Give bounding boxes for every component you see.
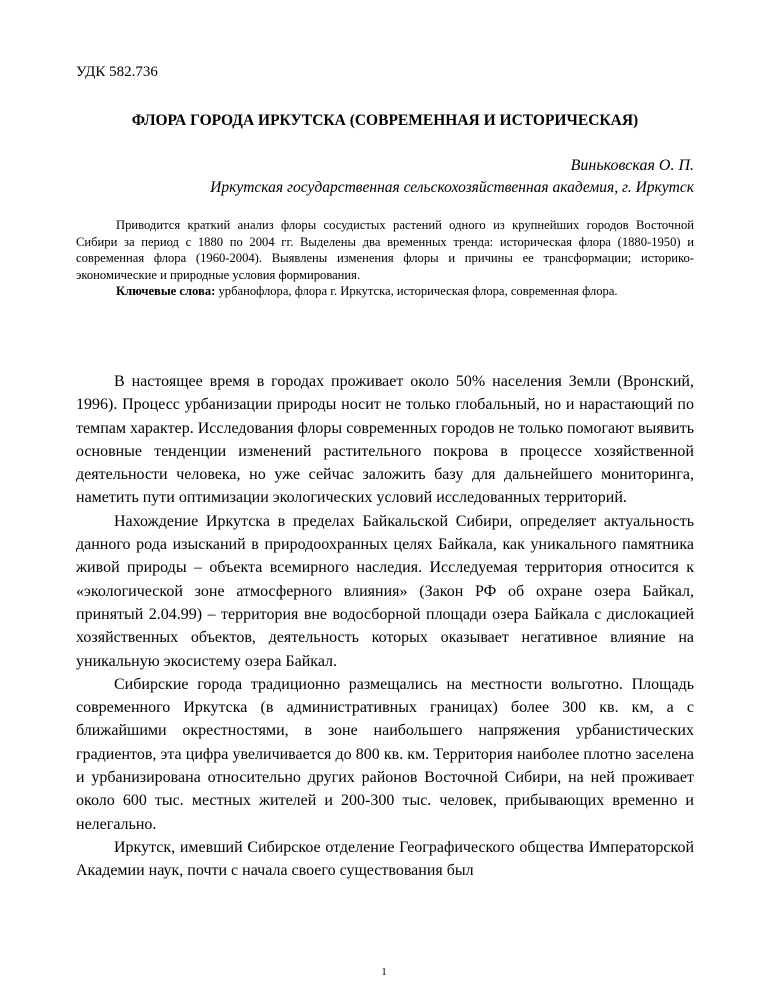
author-name: Виньковская О. П. [570,157,694,174]
abstract [76,217,694,300]
body-paragraph-1: В настоящее время в городах проживает около 50% населения Земли (Вронский, 1996). Процесс урбанизации природы носит не только глобальный, но и нарастающий по темпам характер. Исследования флоры современных городов не только помогают выявить основные тенденции изменений растительного покрова в процессе хозяйственной деятельности человека, но уже сейчас заложить базу для дальнейшего мониторинга, наметить пути оптимизации экологических условий исследованных территорий. [76,373,694,507]
body-paragraph-4: Иркутск, имевший Сибирское отделение Географического общества Императорской Академии наук, почти с начала своего существования был [76,838,694,880]
keywords-list: урбанофлора, флора г. Иркутска, историческая флора, современная флора. [215,284,618,299]
keywords-line [76,283,694,300]
page-number: 1 [381,966,387,978]
keywords-label: Ключевые слова: [116,284,216,299]
author-affiliation: Иркутская государственная сельскохозяйственная академия, г. Иркутск [210,179,694,196]
article-title: ФЛОРА ГОРОДА ИРКУТСКА (СОВРЕМЕННАЯ И ИСТОРИЧЕСКАЯ) [131,112,639,129]
body-paragraph-3: Сибирские города традиционно размещались на местности вольготно. Площадь современного Иркутска (в административных границах) более 300 кв. км, а с ближайшими окрестностями, в зоне наибольшего напряжения урбанистических градиентов, эта цифра увеличивается до 800 кв. км. Территория наиболее плотно заселена и урбанизирована относительно других районов Восточной Сибири, на ней проживает около 600 тыс. местных жителей и 200-300 тыс. человек, прибывающих временно и нелегально. [76,675,694,833]
article-body [76,370,694,883]
abstract-text: Приводится краткий анализ флоры сосудистых растений одного из крупнейших городов Восточной Сибири за период с 1880 по 2004 гг. Выделены два временных тренда: историческая флора (1880-1950) и современная флора (1960-2004). Выявлены изменения флоры и причины ее трансформации; историко-экономические и природные условия формирования. [76,218,694,282]
udk-code: УДК 582.736 [76,64,158,80]
body-paragraph-2: Нахождение Иркутска в пределах Байкальской Сибири, определяет актуальность данного рода изысканий в природоохранных целях Байкала, как уникального памятника живой природы – объекта всемирного наследия. Исследуемая территория относится к «экологической зоне атмосферного влияния» (Закон РФ об охране озера Байкал, принятый 2.04.99) – территория вне водосборной площади озера Байкала с дислокацией хозяйственных объектов, деятельность которых оказывает негативное влияние на уникальную экосистему озера Байкал. [76,512,694,670]
